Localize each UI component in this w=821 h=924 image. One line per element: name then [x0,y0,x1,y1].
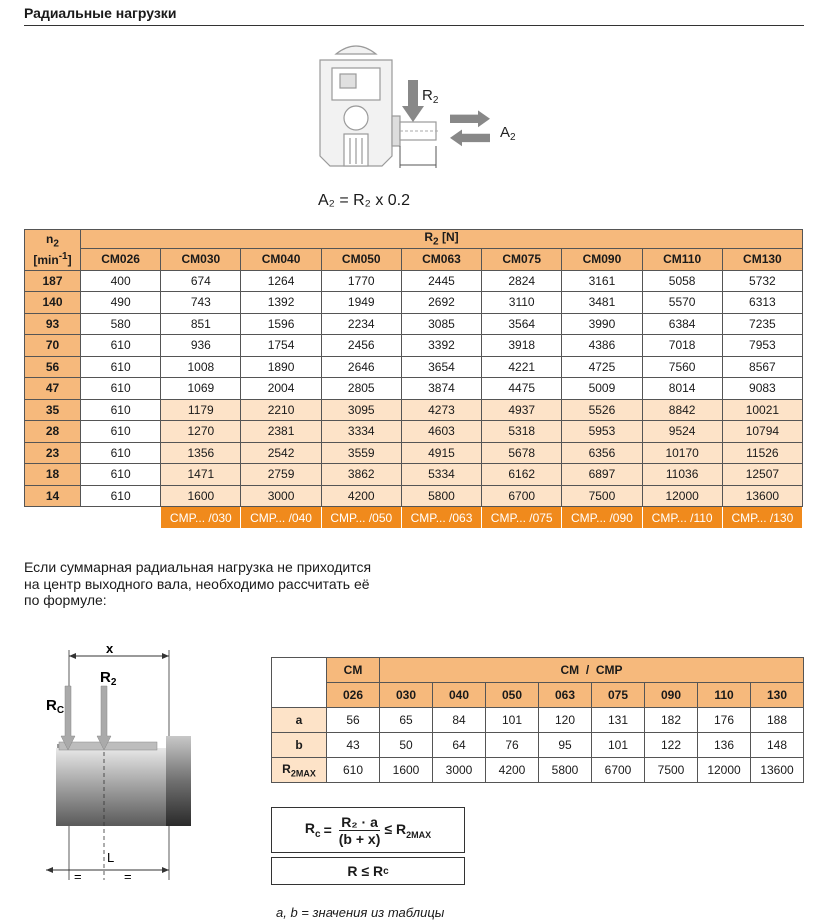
load-cell: 12000 [642,485,722,507]
value-cell: 3000 [433,758,486,783]
value-cell: 136 [698,733,751,758]
load-cell: 5318 [482,421,562,443]
value-cell: 6700 [592,758,645,783]
load-cell: 6356 [562,442,642,464]
load-cell: 4475 [482,378,562,400]
x-label: x [106,641,114,656]
load-cell: 3110 [482,292,562,314]
load-cell: 610 [81,399,161,421]
load-cell: 13600 [722,485,802,507]
load-cell: 7953 [722,335,802,357]
cmp-model-cell: CMP... /110 [642,507,722,529]
load-cell: 1264 [241,270,321,292]
load-cell: 2824 [482,270,562,292]
load-cell: 10021 [722,399,802,421]
load-cell: 580 [81,313,161,335]
rc-formula-box [271,807,465,853]
value-cell: 12000 [698,758,751,783]
table-row [25,442,803,464]
load-cell: 5732 [722,270,802,292]
load-cell: 5800 [401,485,481,507]
table-row [272,708,804,733]
size-header: 026 [327,683,380,708]
load-cell: 3085 [401,313,481,335]
value-cell: 610 [327,758,380,783]
load-cell: 1069 [161,378,241,400]
n2-cell: 140 [25,292,81,314]
table-note: a, b = значения из таблицы [276,905,445,920]
load-cell: 743 [161,292,241,314]
load-cell: 1471 [161,464,241,486]
load-cell: 3334 [321,421,401,443]
table-row [25,421,803,443]
value-cell: 43 [327,733,380,758]
n2-cell: 93 [25,313,81,335]
n2-cell: 35 [25,399,81,421]
load-cell: 3564 [482,313,562,335]
ab-corner [272,658,327,708]
load-cell: 3392 [401,335,481,357]
load-cell: 6384 [642,313,722,335]
load-cell: 5334 [401,464,481,486]
n2-cell: 187 [25,270,81,292]
load-cell: 11036 [642,464,722,486]
size-header: 075 [592,683,645,708]
load-cell: 3161 [562,270,642,292]
row-label [272,708,327,733]
fraction-numerator: R₂ · a [341,813,378,830]
size-header: 063 [539,683,592,708]
size-header: 130 [751,683,804,708]
size-header: 110 [698,683,751,708]
row-label [272,758,327,783]
n2-cell: 14 [25,485,81,507]
value-cell: 176 [698,708,751,733]
load-cell: 7560 [642,356,722,378]
load-cell: 3481 [562,292,642,314]
load-cell: 4221 [482,356,562,378]
rc-fraction [339,814,381,847]
table-row [25,399,803,421]
table-row [25,335,803,357]
n2-cell: 23 [25,442,81,464]
load-cell: 2805 [321,378,401,400]
load-cell: 6700 [482,485,562,507]
load-cell: 7235 [722,313,802,335]
value-cell: 120 [539,708,592,733]
load-cell: 610 [81,378,161,400]
eq-sign: = [323,822,332,838]
load-cell: 3095 [321,399,401,421]
table-row [25,378,803,400]
value-cell: 7500 [645,758,698,783]
load-cell: 6162 [482,464,562,486]
load-cell: 6313 [722,292,802,314]
load-cell: 1392 [241,292,321,314]
axial-load-formula: A₂ = R₂ x 0.2 [318,192,411,209]
cmp-model-cell: CMP... /040 [241,507,321,529]
load-cell: 2210 [241,399,321,421]
size-header: 090 [645,683,698,708]
value-cell: 76 [486,733,539,758]
load-cell: 9083 [722,378,802,400]
load-cell: 4386 [562,335,642,357]
row-label [272,733,327,758]
table-row [25,292,803,314]
load-cell: 5953 [562,421,642,443]
load-cell: 10794 [722,421,802,443]
load-cell: 1949 [321,292,401,314]
cm-header: CM [327,658,380,683]
table-row [25,356,803,378]
value-cell: 56 [327,708,380,733]
cmp-model-cell: CMP... /030 [161,507,241,529]
table-row [25,270,803,292]
load-cell: 610 [81,442,161,464]
load-cell: 12507 [722,464,802,486]
cmp-model-cell: CMP... /063 [401,507,481,529]
value-cell: 64 [433,733,486,758]
load-cell: 1890 [241,356,321,378]
load-cell: 2234 [321,313,401,335]
value-cell: 148 [751,733,804,758]
r-leq-rc-box: R ≤ R c [271,857,465,885]
load-cell: 3862 [321,464,401,486]
size-header: 050 [486,683,539,708]
load-cell: 2542 [241,442,321,464]
model-column-header: CM090 [562,249,642,271]
load-cell: 2692 [401,292,481,314]
row-label-text: R [282,761,291,776]
load-cell: 4725 [562,356,642,378]
table-row [272,758,804,783]
load-cell: 9524 [642,421,722,443]
table-row [272,733,804,758]
leq-r2max: ≤ $R_{2MAX}$ [384,820,432,840]
value-cell: 131 [592,708,645,733]
rc-label: $R_C$ [46,697,65,716]
load-cell: 8567 [722,356,802,378]
model-column-header: CM075 [482,249,562,271]
equal-right: = [124,869,132,884]
load-cell: 3559 [321,442,401,464]
value-cell: 182 [645,708,698,733]
load-cell: 936 [161,335,241,357]
page-title: Радиальные нагрузки [24,5,177,21]
load-cell: 2759 [241,464,321,486]
load-cell: 3000 [241,485,321,507]
load-cell: 5009 [562,378,642,400]
cmp-model-cell: CMP... /090 [562,507,642,529]
l-label: L [107,850,115,865]
n2-header: $n_2$ $[\min^{-1}]$ [25,230,81,271]
r2-label: $R_2$ [422,87,439,106]
value-cell: 188 [751,708,804,733]
load-cell: 1356 [161,442,241,464]
value-cell: 5800 [539,758,592,783]
load-cell: 4200 [321,485,401,507]
table-row [25,313,803,335]
model-column-header: CM030 [161,249,241,271]
title-rule [24,25,804,26]
load-cell: 610 [81,421,161,443]
table-row [25,464,803,486]
load-cell: 1179 [161,399,241,421]
r2-shaft-label: $R_2$ [100,669,117,688]
value-cell: 4200 [486,758,539,783]
value-cell: 65 [380,708,433,733]
load-cell: 610 [81,335,161,357]
cmp-model-cell: CMP... /050 [321,507,401,529]
load-cell: 3918 [482,335,562,357]
value-cell: 84 [433,708,486,733]
model-column-header: CM050 [321,249,401,271]
size-header: 040 [433,683,486,708]
value-cell: 13600 [751,758,804,783]
a2-label: $A_2$ [500,124,516,143]
load-cell: 610 [81,356,161,378]
load-cell: 5678 [482,442,562,464]
load-cell: 5058 [642,270,722,292]
value-cell: 95 [539,733,592,758]
equal-left: = [74,869,82,884]
load-cell: 1008 [161,356,241,378]
cm-cmp-header: CM / CMP [380,658,804,683]
shaft-diagram [24,640,224,890]
load-cell: 1596 [241,313,321,335]
load-cell: 490 [81,292,161,314]
load-cell: 5526 [562,399,642,421]
n2-cell: 70 [25,335,81,357]
value-cell: 122 [645,733,698,758]
model-column-header: CM063 [401,249,481,271]
load-cell: 11526 [722,442,802,464]
load-cell: 610 [81,485,161,507]
model-column-header: CM026 [81,249,161,271]
load-cell: 3874 [401,378,481,400]
load-cell: 2004 [241,378,321,400]
load-cell: 10170 [642,442,722,464]
load-cell: 1770 [321,270,401,292]
explanation-paragraph: Если суммарная радиальная нагрузка не приходится на центр выходного вала, необходимо рассчитать её по формуле: [24,559,372,608]
ab-values-table [271,657,804,783]
load-cell: 400 [81,270,161,292]
load-cell: 8014 [642,378,722,400]
load-cell: 4273 [401,399,481,421]
load-cell: 4937 [482,399,562,421]
load-cell: 6897 [562,464,642,486]
load-cell: 7500 [562,485,642,507]
load-cell: 674 [161,270,241,292]
load-cell: 8842 [642,399,722,421]
load-cell: 2381 [241,421,321,443]
model-column-header: CM110 [642,249,722,271]
cmp-model-cell: CMP... /075 [482,507,562,529]
value-cell: 101 [592,733,645,758]
table-row [25,485,803,507]
cmp-model-cell: CMP... /130 [722,507,802,529]
load-cell: 1270 [161,421,241,443]
load-cell: 2646 [321,356,401,378]
load-cell: 1600 [161,485,241,507]
rc-lhs: $R_c$ [304,820,321,840]
radial-load-table [24,229,803,529]
n2-cell: 28 [25,421,81,443]
value-cell: 101 [486,708,539,733]
gearbox-diagram [300,38,540,218]
n2-cell: 56 [25,356,81,378]
load-cell: 7018 [642,335,722,357]
model-column-header: CM130 [722,249,802,271]
load-cell: 2456 [321,335,401,357]
value-cell: 1600 [380,758,433,783]
cmp-blank [25,507,161,529]
size-header: 030 [380,683,433,708]
load-cell: 3654 [401,356,481,378]
value-cell: 50 [380,733,433,758]
load-cell: 4915 [401,442,481,464]
fraction-denominator: (b + x) [338,830,381,847]
row-label-sub: 2MAX [290,768,316,779]
n2-cell: 18 [25,464,81,486]
load-cell: 1754 [241,335,321,357]
load-cell: 3990 [562,313,642,335]
row-label-text: a [295,713,303,727]
r2-header: $R_2$ [N] [81,230,803,249]
model-column-header: CM040 [241,249,321,271]
load-cell: 2445 [401,270,481,292]
n2-cell: 47 [25,378,81,400]
load-cell: 610 [81,464,161,486]
load-cell: 4603 [401,421,481,443]
row-label-text: b [295,738,303,752]
load-cell: 5570 [642,292,722,314]
load-cell: 851 [161,313,241,335]
